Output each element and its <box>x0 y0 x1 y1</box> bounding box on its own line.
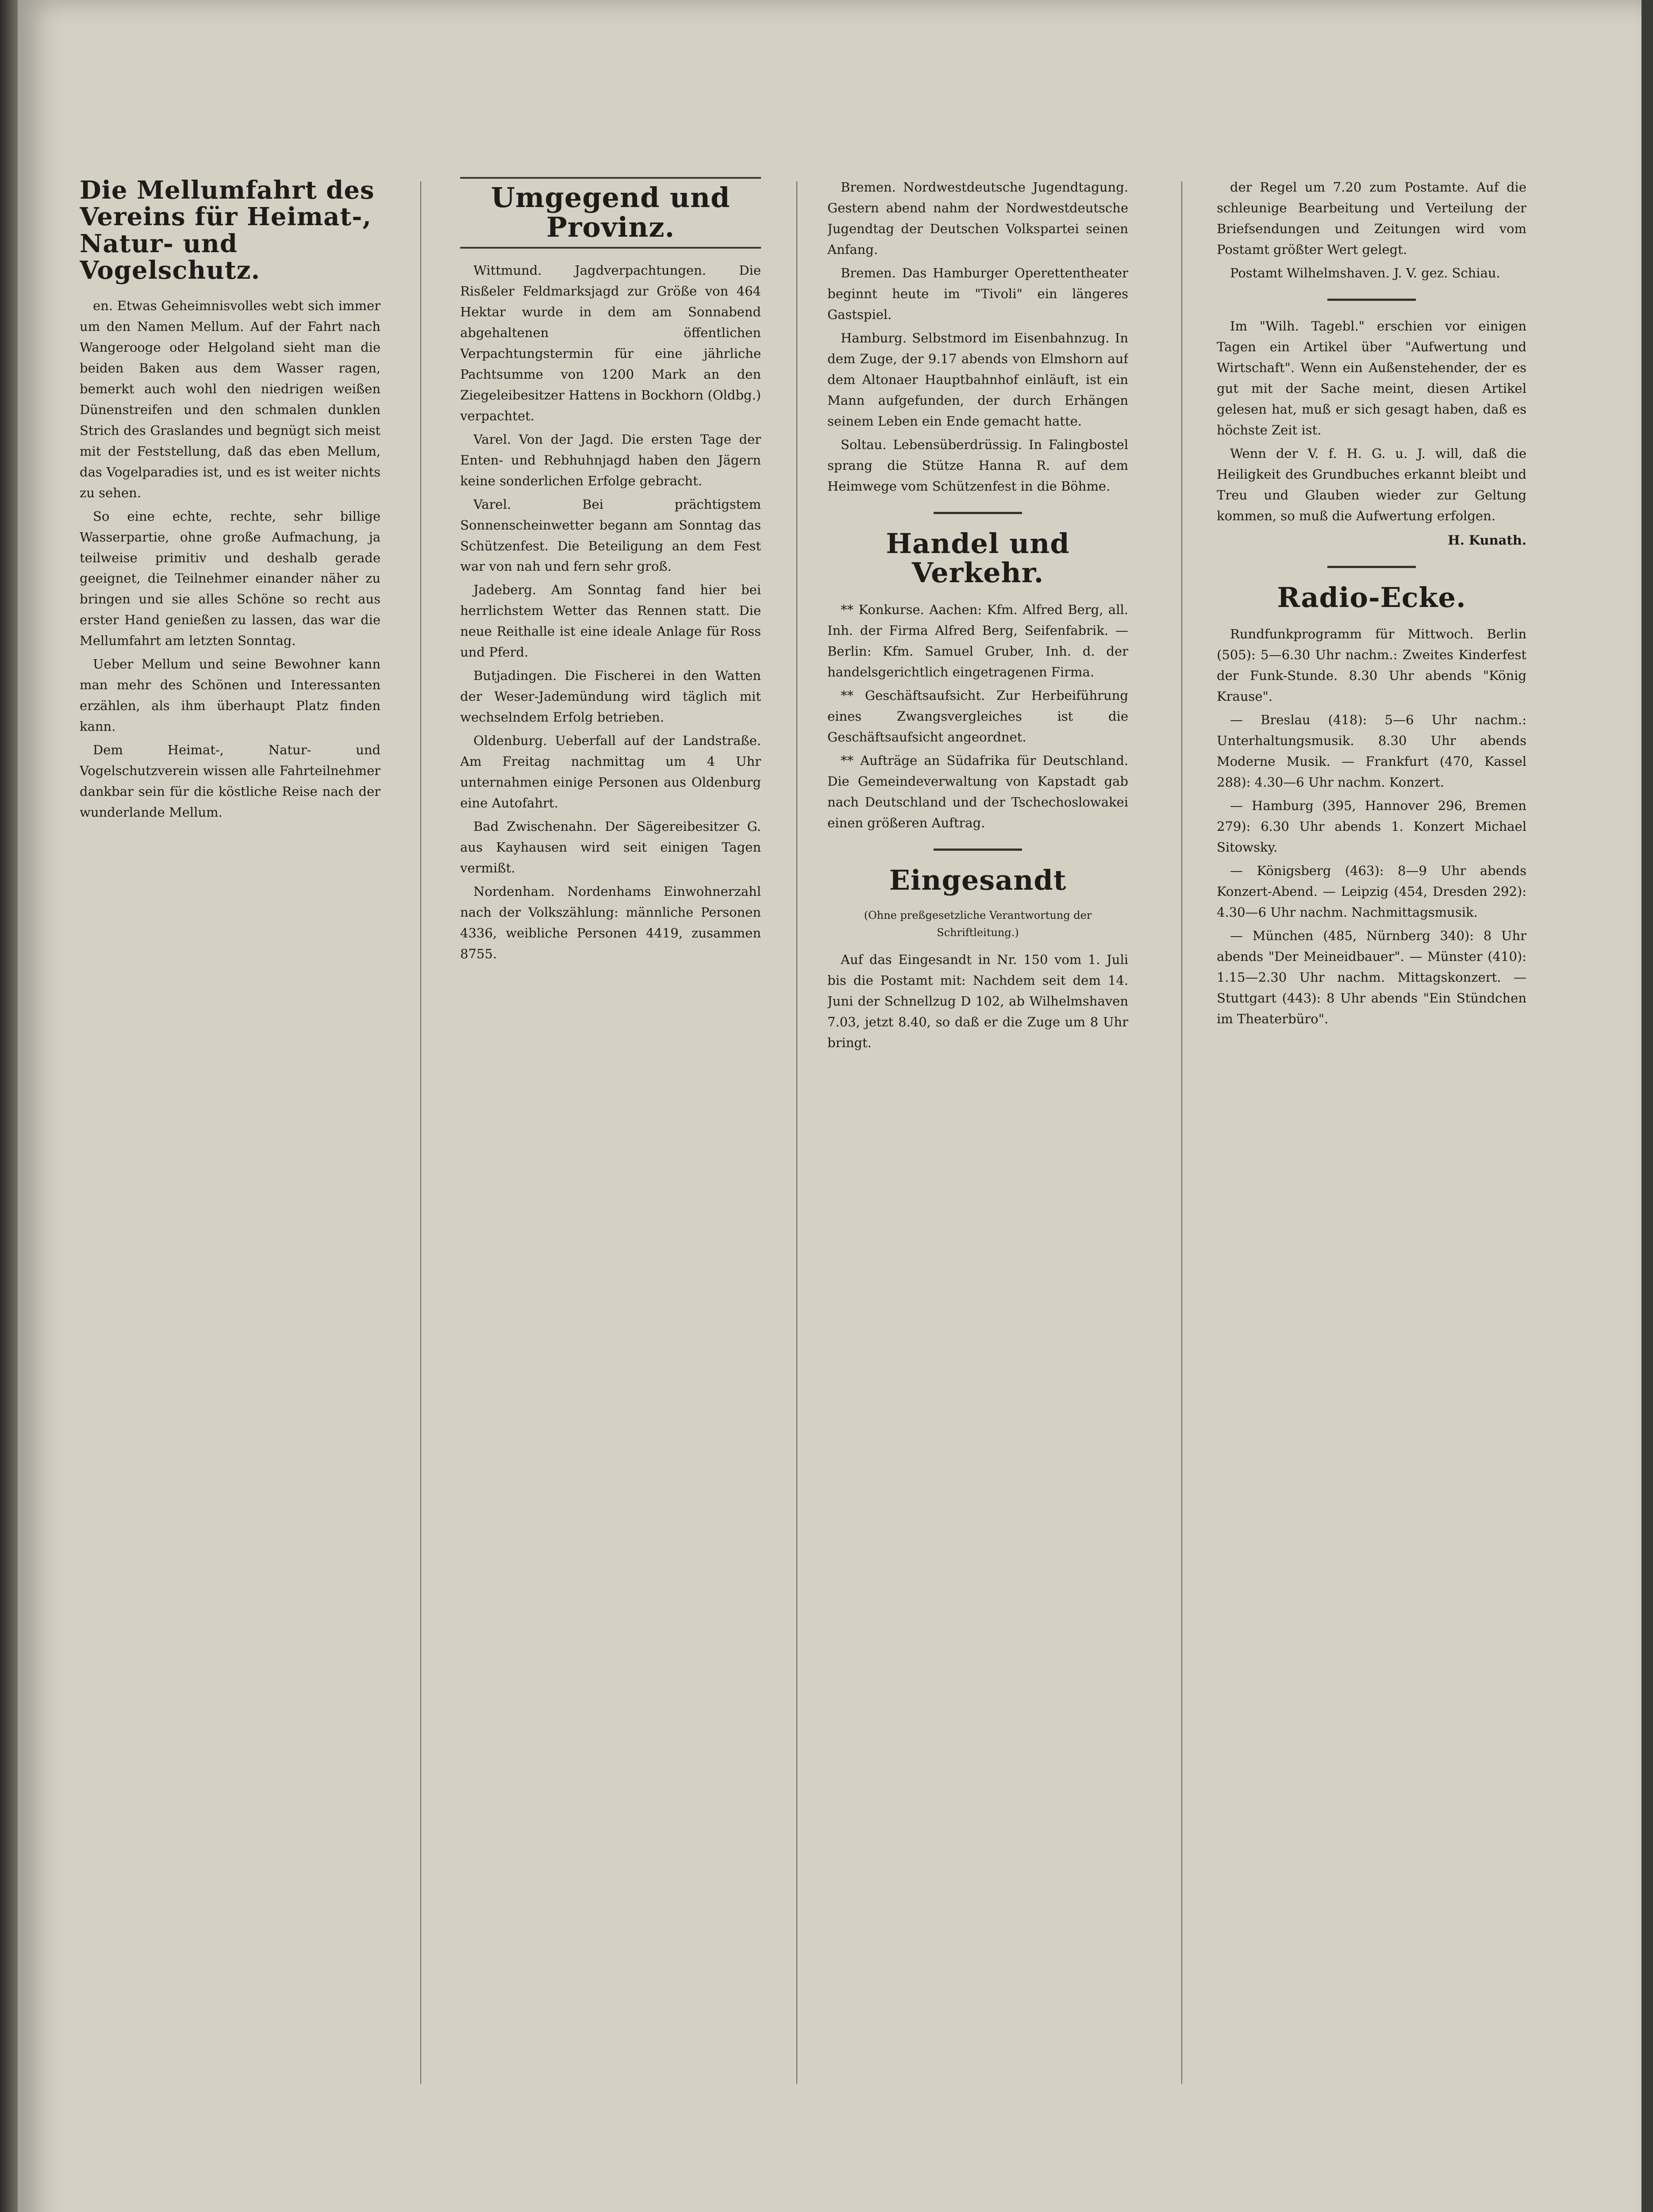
article-paragraph: Bremen. Das Hamburger Operettentheater beginnt heute im "Tivoli" ein längeres Gastspiel. <box>827 265 1128 322</box>
article-paragraph: Nordenham. Nordenhams Einwohnerzahl nach der Volkszählung: männliche Personen 4336, weibliche Personen 4419, zusammen 8755. <box>460 884 761 961</box>
article-paragraph: Ueber Mellum und seine Bewohner kann man mehr des Schönen und Interessanten erzählen, als ihm überhaupt Platz finden kann. <box>80 657 381 734</box>
headline-umgegend: Umgegend und Provinz. <box>460 177 761 249</box>
headline-handel: Handel und Verkehr. <box>886 527 1070 589</box>
article-paragraph: ** Aufträge an Südafrika für Deutschland. Die Gemeindeverwaltung von Kapstadt gab nach Deutschland und der Tschechoslowakei einen größeren Auftrag. <box>827 753 1128 831</box>
article-paragraph: Hamburg. Selbstmord im Eisenbahnzug. In dem Zuge, der 9.17 abends von Elmshorn auf dem Altonaer Hauptbahnhof einläuft, ist ein Mann aufgefunden, der durch Erhängen seinem Leben ein Ende gemacht hatte. <box>827 330 1128 429</box>
column-3 <box>827 177 1128 2212</box>
headline-eingesandt: Eingesandt <box>889 864 1067 897</box>
eingesandt-note: (Ohne preßgesetzliche Verantwortung der Schriftleitung.) <box>864 909 1092 939</box>
article-paragraph: ** Geschäftsaufsicht. Zur Herbeiführung eines Zwangsvergleiches ist die Geschäftsaufsicht angeordnet. <box>827 688 1128 745</box>
article-paragraph: Soltau. Lebensüberdrüssig. In Falingbostel sprang die Stütze Hanna R. auf dem Heimwege vom Schützenfest in die Böhme. <box>827 437 1128 494</box>
column-4 <box>1217 177 1526 2212</box>
column-rule <box>796 181 797 2084</box>
column-rule <box>1181 181 1182 2084</box>
radio-paragraph: — Hamburg (395, Hannover 296, Bremen 279): 6.30 Uhr abends 1. Konzert Michael Sitowsky. <box>1217 798 1526 855</box>
signature: H. Kunath. <box>1448 532 1526 548</box>
article-paragraph: Bremen. Nordwestdeutsche Jugendtagung. Gestern abend nahm der Nordwestdeutsche Jugendtag der Deutschen Volkspartei seinen Anfang. <box>827 180 1128 257</box>
radio-paragraph: — Breslau (418): 5—6 Uhr nachm.: Unterhaltungsmusik. 8.30 Uhr abends Moderne Musik. — Frankfurt (470, Kassel 288): 4.30—6 Uhr nachm. Konzert. <box>1217 712 1526 790</box>
article-paragraph: Wenn der V. f. H. G. u. J. will, daß die Heiligkeit des Grundbuches erkannt bleibt und Treu und Glauben wieder zur Geltung kommen, so muß die Aufwertung erfolgen. <box>1217 445 1526 523</box>
headline-mellumfahrt: Die Mellumfahrt des Vereins für Heimat-, Natur- und Vogelschutz. <box>80 177 375 285</box>
column-rule <box>420 181 421 2084</box>
section-divider <box>934 512 1022 514</box>
article-paragraph: Jadeberg. Am Sonntag fand hier bei herrlichstem Wetter das Rennen statt. Die neue Reithalle ist eine ideale Anlage für Ross und Pferd. <box>460 582 761 660</box>
column-2 <box>460 177 761 2212</box>
column-1 <box>80 177 381 2212</box>
article-paragraph: der Regel um 7.20 zum Postamte. Auf die schleunige Bearbeitung und Verteilung der Briefsendungen und Zeitungen wird vom Postamt größter Wert gelegt. <box>1217 180 1526 257</box>
article-paragraph: en. Etwas Geheimnisvolles webt sich immer um den Namen Mellum. Auf der Fahrt nach Wangerooge oder Helgoland sieht man die beiden Baken aus dem Wasser ragen, bemerkt auch wohl den niedrigen weißen Dünenstreifen und den schmalen dunklen Strich des Graslandes und begnügt sich meist mit der Feststellung, daß das eben Mellum, das Vogelparadies ist, und es ist weiter nichts zu sehen. <box>80 298 381 500</box>
article-paragraph: Dem Heimat-, Natur- und Vogelschutzverein wissen alle Fahrteilnehmer dankbar sein für die köstliche Reise nach der wunderlande Mellum. <box>80 742 381 820</box>
article-paragraph: Postamt Wilhelmshaven. J. V. gez. Schiau. <box>1230 265 1500 280</box>
radio-paragraph: — Königsberg (463): 8—9 Uhr abends Konzert-Abend. — Leipzig (454, Dresden 292): 4.30—6 Uhr nachm. Nachmittagsmusik. <box>1217 863 1526 920</box>
article-paragraph: Butjadingen. Die Fischerei in den Watten der Weser-Jademündung wird täglich mit wechselndem Erfolg betrieben. <box>460 668 761 725</box>
headline-radio: Radio-Ecke. <box>1277 581 1466 614</box>
article-paragraph: Varel. Von der Jagd. Die ersten Tage der Enten- und Rebhuhnjagd haben den Jägern keine sonderlichen Erfolge gebracht. <box>460 431 761 488</box>
article-paragraph: Bad Zwischenahn. Der Sägereibesitzer G. aus Kayhausen wird seit einigen Tagen vermißt. <box>460 819 761 876</box>
article-paragraph: Auf das Eingesandt in Nr. 150 vom 1. Juli bis die Postamt mit: Nachdem seit dem 14. Juni der Schnellzug D 102, ab Wilhelmshaven 7.03, jetzt 8.40, so daß er die Zuge um 8 Uhr bringt. <box>827 952 1128 1050</box>
article-paragraph: Varel. Bei prächtigstem Sonnenscheinwetter begann am Sonntag das Schützenfest. Die Beteiligung an dem Fest war von nah und fern sehr groß. <box>460 496 761 574</box>
section-divider <box>1327 566 1416 568</box>
section-divider <box>1327 299 1416 301</box>
article-paragraph: So eine echte, rechte, sehr billige Wasserpartie, ohne große Aufmachung, ja teilweise primitiv und deshalb gerade geeignet, die Teilnehmer einander näher zu bringen und sie alles Schöne so recht aus erster Hand genießen zu lassen, das war die Mellumfahrt am letzten Sonntag. <box>80 508 381 649</box>
newspaper-page <box>18 0 1641 2212</box>
article-paragraph: Wittmund. Jagdverpachtungen. Die Risßeler Feldmarksjagd zur Größe von 464 Hektar wurde in dem am Sonnabend abgehaltenen öffentlichen Verpachtungstermin für eine jährliche Pachtsumme von 1200 Mark an den Ziegeleibesitzer Hattens in Bockhorn (Oldbg.) verpachtet. <box>460 262 761 423</box>
section-divider <box>934 849 1022 851</box>
radio-paragraph: — München (485, Nürnberg 340): 8 Uhr abends "Der Meineidbauer". — Münster (410): 1.15—2.30 Uhr nachm. Mittagskonzert. — Stuttgart (443): 8 Uhr abends "Ein Stündchen im Theaterbüro". <box>1217 928 1526 1026</box>
article-paragraph: Oldenburg. Ueberfall auf der Landstraße. Am Freitag nachmittag um 4 Uhr unternahmen einige Personen aus Oldenburg eine Autofahrt. <box>460 733 761 811</box>
article-paragraph: Im "Wilh. Tagebl." erschien vor einigen Tagen ein Artikel über "Aufwertung und Wirtschaft". Wenn ein Außenstehender, der es gut mit der Sache meint, diesen Artikel gelesen hat, muß er sich gesagt haben, daß es höchste Zeit ist. <box>1217 318 1526 438</box>
article-paragraph: ** Konkurse. Aachen: Kfm. Alfred Berg, all. Inh. der Firma Alfred Berg, Seifenfabrik. — Berlin: Kfm. Samuel Gruber, Inh. d. der handelsgerichtlich eingetragenen Firma. <box>827 602 1128 680</box>
radio-paragraph: Rundfunkprogramm für Mittwoch. Berlin (505): 5—6.30 Uhr nachm.: Zweites Kinderfest der Funk-Stunde. 8.30 Uhr abends "König Krause". <box>1217 626 1526 704</box>
